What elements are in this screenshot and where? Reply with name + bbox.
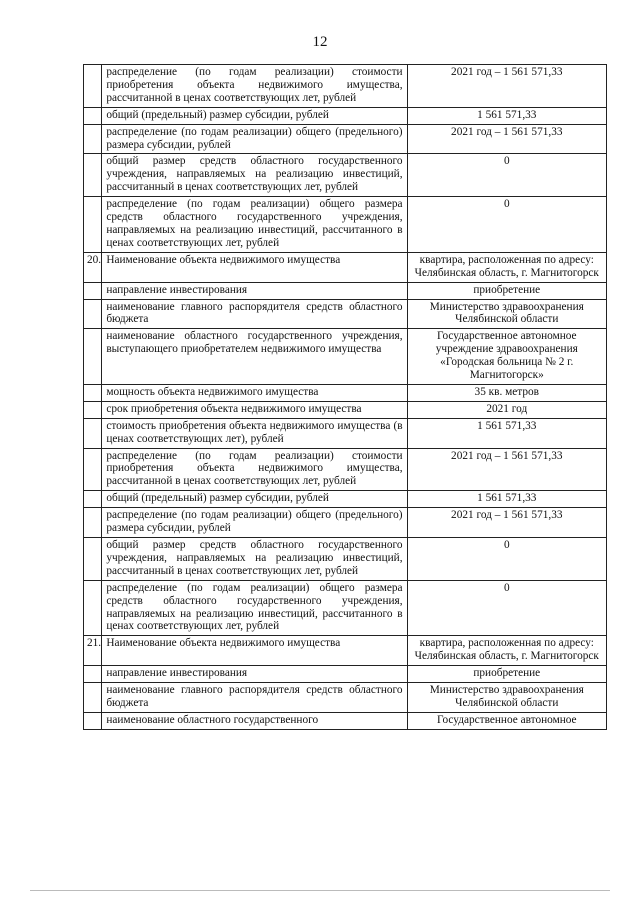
attribute-value: приобретение bbox=[407, 282, 606, 299]
table-row bbox=[84, 712, 607, 729]
row-number bbox=[84, 282, 102, 299]
attribute-name: мощность объекта недвижимого имущества bbox=[102, 384, 407, 401]
table-row bbox=[84, 197, 607, 253]
attribute-value: 1 561 571,33 bbox=[407, 491, 606, 508]
attribute-name: общий размер средств областного государственного учреждения, направляемых на реализацию инвестиций, рассчитанный в ценах соответствующих лет, рублей bbox=[102, 154, 407, 197]
attribute-name: наименование областного государственного учреждения, выступающего приобретателем недвижимого имущества bbox=[102, 329, 407, 385]
row-number bbox=[84, 329, 102, 385]
row-number bbox=[84, 124, 102, 154]
attribute-value: 35 кв. метров bbox=[407, 384, 606, 401]
attribute-value: приобретение bbox=[407, 666, 606, 683]
table-row bbox=[84, 154, 607, 197]
attribute-value: 1 561 571,33 bbox=[407, 107, 606, 124]
row-number bbox=[84, 666, 102, 683]
table-row bbox=[84, 299, 607, 329]
attribute-name: срок приобретения объекта недвижимого имущества bbox=[102, 401, 407, 418]
row-number bbox=[84, 538, 102, 581]
row-number bbox=[84, 384, 102, 401]
attribute-value: 0 bbox=[407, 197, 606, 253]
attribute-name: общий размер средств областного государственного учреждения, направляемых на реализацию инвестиций, рассчитанный в ценах соответствующих лет, рублей bbox=[102, 538, 407, 581]
attribute-value: квартира, расположенная по адресу: Челябинская область, г. Магнитогорск bbox=[407, 252, 606, 282]
table-row bbox=[84, 580, 607, 636]
row-number bbox=[84, 197, 102, 253]
attribute-value: 2021 год – 1 561 571,33 bbox=[407, 124, 606, 154]
table-row bbox=[84, 683, 607, 713]
table-row bbox=[84, 448, 607, 491]
row-number bbox=[84, 491, 102, 508]
attribute-name: Наименование объекта недвижимого имущества bbox=[102, 252, 407, 282]
attribute-name: распределение (по годам реализации) стоимости приобретения объекта недвижимого имущества, рассчитанной в ценах соответствующих лет, рублей bbox=[102, 65, 407, 108]
row-number bbox=[84, 107, 102, 124]
row-number bbox=[84, 712, 102, 729]
row-number bbox=[84, 418, 102, 448]
row-number bbox=[84, 65, 102, 108]
row-number bbox=[84, 154, 102, 197]
table-row bbox=[84, 124, 607, 154]
row-number bbox=[84, 401, 102, 418]
attribute-value: 1 561 571,33 bbox=[407, 418, 606, 448]
attribute-value: 2021 год – 1 561 571,33 bbox=[407, 65, 606, 108]
attribute-value: Государственное автономное учреждение здравоохранения «Городская больница № 2 г. Магнитогорск» bbox=[407, 329, 606, 385]
attribute-name: направление инвестирования bbox=[102, 666, 407, 683]
table-row bbox=[84, 107, 607, 124]
attribute-name: распределение (по годам реализации) общего (предельного) размера субсидии, рублей bbox=[102, 124, 407, 154]
attribute-name: общий (предельный) размер субсидии, рублей bbox=[102, 107, 407, 124]
table-row bbox=[84, 65, 607, 108]
table-row bbox=[84, 418, 607, 448]
attribute-value: 0 bbox=[407, 538, 606, 581]
attribute-name: направление инвестирования bbox=[102, 282, 407, 299]
attribute-name: распределение (по годам реализации) общего размера средств областного государственного учреждения, направляемых на реализацию инвестиций, рассчитанного в ценах соответствующих лет, рублей bbox=[102, 580, 407, 636]
attribute-value: Министерство здравоохранения Челябинской области bbox=[407, 683, 606, 713]
table-row bbox=[84, 636, 607, 666]
attribute-name: распределение (по годам реализации) общего (предельного) размера субсидии, рублей bbox=[102, 508, 407, 538]
row-number bbox=[84, 448, 102, 491]
attribute-name: наименование главного распорядителя средств областного бюджета bbox=[102, 683, 407, 713]
attribute-value: 2021 год bbox=[407, 401, 606, 418]
row-number: 20. bbox=[84, 252, 102, 282]
attribute-name: Наименование объекта недвижимого имущества bbox=[102, 636, 407, 666]
attribute-value: 2021 год – 1 561 571,33 bbox=[407, 448, 606, 491]
attribute-name: стоимость приобретения объекта недвижимого имущества (в ценах соответствующих лет), рублей bbox=[102, 418, 407, 448]
table-row bbox=[84, 491, 607, 508]
table-row bbox=[84, 252, 607, 282]
row-number bbox=[84, 299, 102, 329]
table-row bbox=[84, 666, 607, 683]
row-number: 21. bbox=[84, 636, 102, 666]
table-row bbox=[84, 508, 607, 538]
row-number bbox=[84, 683, 102, 713]
attribute-name: наименование главного распорядителя средств областного бюджета bbox=[102, 299, 407, 329]
page-number: 12 bbox=[312, 34, 328, 50]
table-body bbox=[84, 65, 607, 730]
attribute-name: общий (предельный) размер субсидии, рублей bbox=[102, 491, 407, 508]
attribute-name: распределение (по годам реализации) общего размера средств областного государственного учреждения, направляемых на реализацию инвестиций, рассчитанного в ценах соответствующих лет, рублей bbox=[102, 197, 407, 253]
table-row bbox=[84, 401, 607, 418]
objects-table bbox=[83, 64, 607, 730]
table-row bbox=[84, 282, 607, 299]
table-row bbox=[84, 538, 607, 581]
table-row bbox=[84, 329, 607, 385]
attribute-value: Министерство здравоохранения Челябинской области bbox=[407, 299, 606, 329]
attribute-value: 0 bbox=[407, 580, 606, 636]
attribute-value: Государственное автономное bbox=[407, 712, 606, 729]
row-number bbox=[84, 508, 102, 538]
attribute-value: квартира, расположенная по адресу: Челябинская область, г. Магнитогорск bbox=[407, 636, 606, 666]
row-number bbox=[84, 580, 102, 636]
table-row bbox=[84, 384, 607, 401]
page-bottom-rule bbox=[30, 890, 610, 891]
attribute-value: 0 bbox=[407, 154, 606, 197]
attribute-name: наименование областного государственного bbox=[102, 712, 407, 729]
attribute-value: 2021 год – 1 561 571,33 bbox=[407, 508, 606, 538]
attribute-name: распределение (по годам реализации) стоимости приобретения объекта недвижимого имущества, рассчитанной в ценах соответствующих лет, рублей bbox=[102, 448, 407, 491]
